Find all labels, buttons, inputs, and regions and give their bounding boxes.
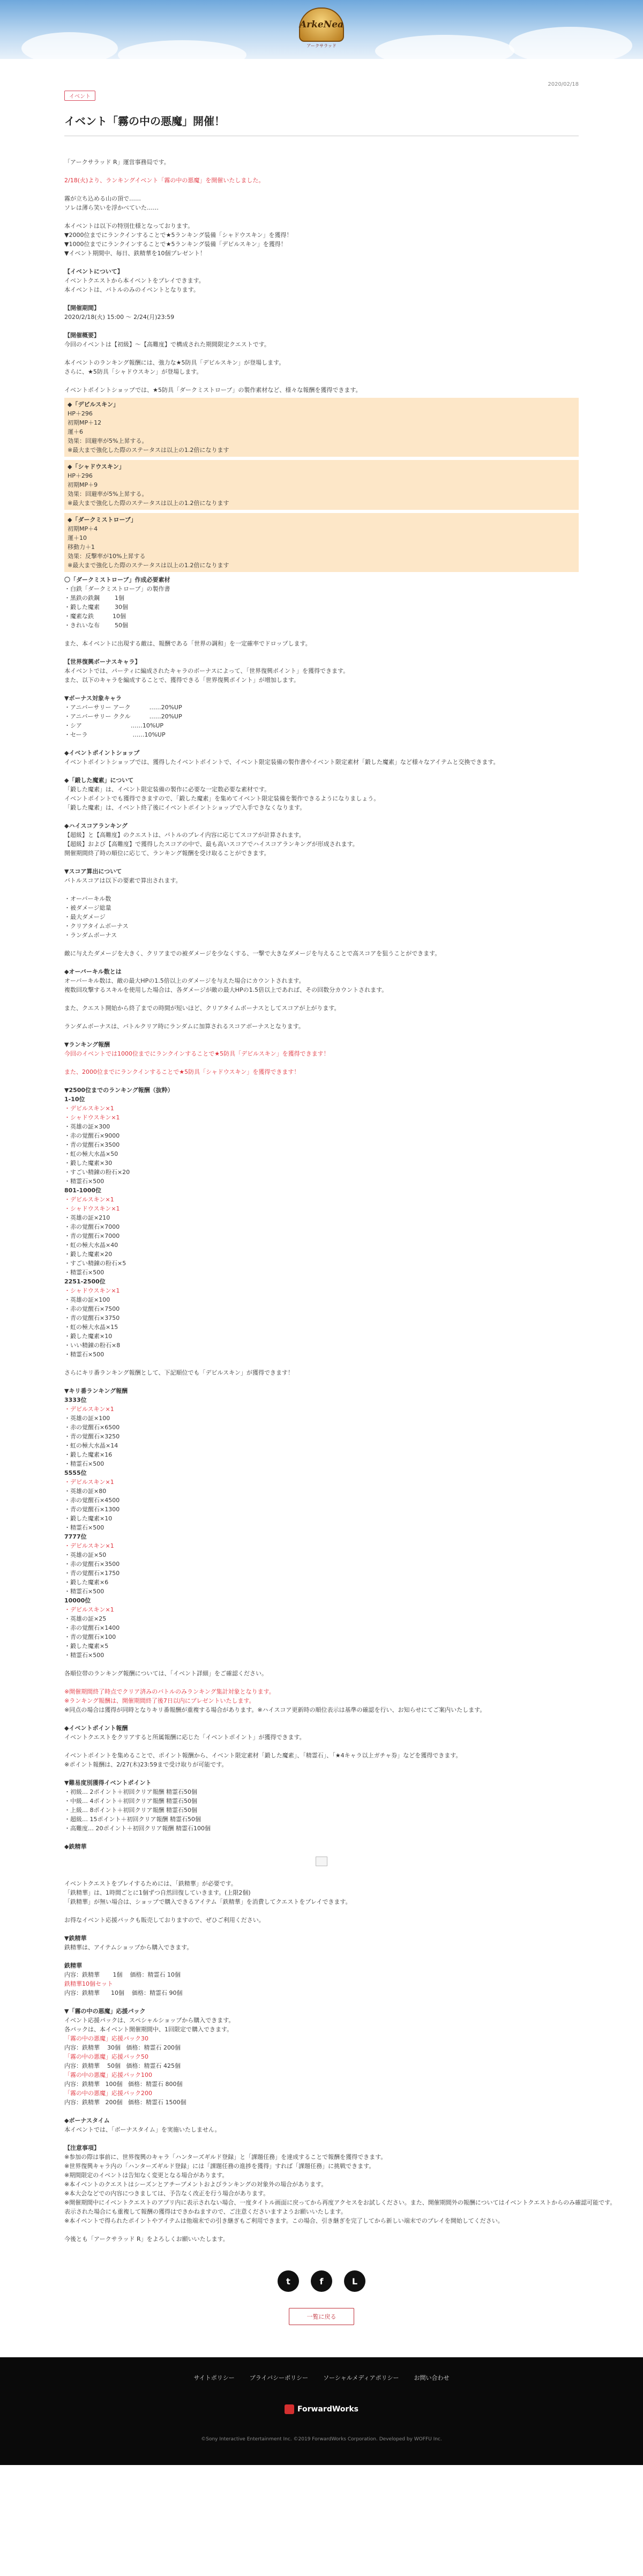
body-line: 各順位帯のランキング報酬については、「イベント詳細」をご確認ください。 (64, 1670, 267, 1677)
stat-line: ※最大まで強化した際のステータスは以上の1.2倍になります (68, 562, 229, 569)
site-logo[interactable] (289, 8, 354, 53)
body-line: ・シア ……10%UP (64, 722, 164, 729)
body-line: ・鍛した魔素×30 (64, 1160, 113, 1167)
body-line (64, 958, 579, 967)
stat-line: 初期MP＋9 (68, 481, 98, 488)
body-line: ▼1000位までにランクインすることで★5ランキング装備「デビルスキン」を獲得！ (64, 241, 287, 248)
line-share-button[interactable]: L (344, 2270, 365, 2292)
section-heading: 10000位 (64, 1597, 91, 1604)
body-line: ※開催期間中にイベントクエストのアプリ内に表示されない場合、一度タイトル画面に戻ってから再度アクセスをお試しください。また、開催期間外の報酬についてはイベントクエストからのみ確認可能です。 (64, 2199, 616, 2206)
body-line: ランダムボーナスは、バトルクリア時にランダムに加算されるスコアボーナスとなります。 (64, 1023, 304, 1030)
body-line: さらに、★5防具「シャドウスキン」が登場します。 (64, 368, 203, 375)
section-heading: 801-1000位 (64, 1187, 102, 1194)
logo-subtitle: アークサラッド (306, 43, 337, 48)
body-line: 今回のイベントでは1000位までにランクインすることで★5防具「デビルスキン」を獲得できます！ (64, 1050, 330, 1057)
section-heading: 【開催概要】 (64, 332, 100, 339)
body-line: ・白鉄「ダークミストローブ」の製作書 (64, 585, 170, 592)
body-line (64, 648, 579, 657)
body-line (64, 1925, 579, 1934)
body-line (64, 1377, 579, 1386)
article-body (64, 158, 579, 1851)
body-line: 鉄精華10個セット (64, 1980, 113, 1987)
body-line: ・英雄の証×100 (64, 1296, 110, 1303)
body-line (64, 1359, 579, 1368)
body-line: 「鍛した魔素」は、イベント終了後にイベントポイントショップで入手できなくなります。 (64, 804, 306, 811)
body-line: 今回のイベントは【初級】〜【高難度】で構成された期間限定クエストです。 (64, 341, 270, 348)
body-line (64, 630, 579, 639)
body-line: ※本大会などでの内容につきましては、予告なく改正を行う場合があります。 (64, 2190, 270, 2197)
forwardworks-name: ForwardWorks (297, 2405, 358, 2414)
section-heading: ◆イベントポイントショップ (64, 749, 140, 756)
facebook-share-button[interactable]: f (311, 2270, 332, 2292)
body-line (64, 767, 579, 776)
stat-line: 効果：回避率が5%上昇する。 (68, 491, 148, 498)
broken-image-icon (316, 1857, 327, 1866)
stat-line: 効果：反撃率が10%上昇する (68, 553, 146, 560)
body-line (64, 1660, 579, 1669)
section-heading: ▼スコア算出について (64, 868, 122, 875)
body-line: 表示された場合にも重複して報酬の獲得はできかねますので、ご注意くださいますようお願いいたします。 (64, 2208, 347, 2215)
article (64, 59, 616, 2325)
body-line (64, 1013, 579, 1022)
body-line: ・超級… 15ポイント＋初回クリア報酬 精霊石50個 (64, 1816, 201, 1823)
stat-line: 初期MP＋12 (68, 419, 102, 426)
body-line (64, 1998, 579, 2007)
body-line: ※本イベントで得られたポイントやアイテムは他端末での引き継ぎもご利用できます。この場合、引き継ぎを完了してから新しい端末でのプレイを開始してください。 (64, 2217, 504, 2224)
body-line: ※期間限定のイベントは告知なく変更となる場合があります。 (64, 2172, 228, 2179)
body-line: 【超級】と【高難度】のクエストは、バトルのプレイ内容に応じてスコアが計算されます。 (64, 832, 305, 838)
body-line: ソレは薄ら笑いを浮かべていた…… (64, 204, 159, 211)
body-line: また、2000位までにランクインすることで★5防具「シャドウスキン」を獲得できます！ (64, 1068, 300, 1075)
body-line: ・青の覚醒石×3250 (64, 1433, 120, 1440)
body-line: さらにキリ番ランキング報酬として、下記順位でも「デビルスキン」が獲得できます！ (64, 1369, 294, 1376)
stat-line: HP＋296 (68, 410, 93, 417)
body-line: 「霧の中の悪魔」応援パック200 (64, 2090, 152, 2097)
section-heading: ▼鉄精華 (64, 1935, 87, 1942)
page-title: イベント「霧の中の悪魔」開催！ (64, 115, 225, 128)
section-heading: ▼「霧の中の悪魔」応援パック (64, 2008, 146, 2015)
body-line: ・オーバーキル数 (64, 895, 111, 902)
body-line: ・青の覚醒石×1750 (64, 1570, 120, 1577)
logo-emblem (299, 8, 344, 42)
body-line: イベントポイントでも獲得できますので、「鍛した魔素」を集めてイベント限定装備を製作できるようになりましょう。 (64, 795, 380, 802)
body-line: 本イベントでは、パーティに編成されたキャラのボーナスによって、「世界復興ポイント」を獲得できます。 (64, 667, 349, 674)
body-line: ・赤の覚醒石×3500 (64, 1561, 120, 1568)
stat-line: 効果：回避率が5%上昇する。 (68, 437, 148, 444)
body-line: イベントポイントショップでは、★5防具「ダークミストローブ」の製作素材など、様々な報酬を獲得できます。 (64, 387, 362, 394)
section-heading: 【開催期間】 (64, 305, 100, 311)
body-line: ・英雄の証×100 (64, 1415, 110, 1422)
body-line: ・赤の覚醒石×4500 (64, 1497, 120, 1504)
body-line: ・きれいな布 50個 (64, 622, 128, 629)
body-line: ※ポイント報酬は、2/27(木)23:59まで受け取りが可能です。 (64, 1761, 228, 1768)
section-heading: 〇「ダークミストローブ」作成必要素材 (64, 576, 170, 583)
body-line: 2020/2/18(火) 15:00 ～ 2/24(月)23:59 (64, 314, 175, 321)
body-line: ・上級… 8ポイント＋初回クリア報酬 精霊石50個 (64, 1807, 197, 1814)
section-heading: ▼キリ番ランキング報酬 (64, 1387, 128, 1394)
stat-line: ◆「シャドウスキン」 (68, 463, 125, 470)
body-line (64, 858, 579, 867)
body-line: ・鍛した魔素×10 (64, 1333, 113, 1340)
section-heading: 【注意事項】 (64, 2144, 100, 2151)
forwardworks-mark-icon (285, 2404, 294, 2414)
body-line: ・鍛した魔素 30個 (64, 604, 128, 611)
body-line: ・デビルスキン×1 (64, 1542, 114, 1549)
body-line: 本イベントでは、「ボーナスタイム」を実施いたしません。 (64, 2126, 221, 2133)
body-line: 敵に与えたダメージを大きく、クリアまでの被ダメージを少なくする、一撃で大きなダメージを与えることで高スコアを狙うことができます。 (64, 950, 441, 957)
copyright: ©Sony Interactive Entertainment Inc. ©2019 ForwardWorks Corporation. Developed by WOFFU Inc. (201, 2437, 442, 2442)
body-line: 「アークサラッド R」運営事務局です。 (64, 159, 170, 166)
section-heading: 3333位 (64, 1397, 87, 1404)
section-heading: ◆イベントポイント報酬 (64, 1725, 128, 1732)
site-footer (0, 2357, 643, 2465)
body-line: ・デビルスキン×1 (64, 1606, 114, 1613)
body-line (64, 812, 579, 821)
body-line: ・青の覚醒石×7000 (64, 1233, 120, 1239)
body-line: ・デビルスキン×1 (64, 1105, 114, 1112)
twitter-share-button[interactable]: t (278, 2270, 299, 2292)
body-line: 本イベントは、バトルのみのイベントとなります。 (64, 286, 199, 293)
body-line: ・高難度… 20ポイント＋初回クリア報酬 精霊石100個 (64, 1825, 211, 1832)
body-line: ・赤の覚醒石×7000 (64, 1223, 120, 1230)
body-line: ・アニバーサリー ククル ……20%UP (64, 713, 182, 720)
body-line: ・精霊石×500 (64, 1652, 104, 1659)
body-line (64, 1714, 579, 1724)
body-line: 「鍛した魔素」は、イベント限定装備の製作に必要な一定数必要な素材です。 (64, 786, 271, 793)
body-line: イベントポイントショップでは、獲得したイベントポイントで、イベント限定装備の製作書やイベント限定素材「鍛した魔素」など様々なアイテムと交換できます。 (64, 759, 499, 766)
body-line: ・青の覚醒石×3500 (64, 1141, 120, 1148)
section-heading: ▼ランキング報酬 (64, 1041, 110, 1048)
body-line: ・黒鉄の鉄鋼 1個 (64, 595, 124, 602)
item-stat-box (64, 460, 579, 510)
body-line: ・デビルスキン×1 (64, 1479, 114, 1486)
body-line: ・英雄の証×80 (64, 1488, 107, 1495)
body-line: ・デビルスキン×1 (64, 1406, 114, 1413)
body-line: ・鍛した魔素×10 (64, 1515, 113, 1522)
body-line: ・精霊石×500 (64, 1351, 104, 1358)
footer-links (0, 2373, 643, 2382)
body-line: また、以下のキャラを編成することで、獲得できる「世界復興ポイント」が増加します。 (64, 677, 300, 684)
body-line (64, 322, 579, 331)
category-badge: イベント (64, 91, 95, 101)
footer-link-contact[interactable]: お問い合わせ (414, 2374, 450, 2381)
logo-text: ArkeNea (299, 19, 344, 30)
body-line (64, 1906, 579, 1916)
body-line: ・精霊石×500 (64, 1524, 104, 1531)
body-line: ※世界復興キャラ内の「ハンターズギルド登録」には「課題任務の進捗を獲得」すれば「課題任務」に挑戦できます。 (64, 2163, 375, 2170)
section-heading: ◆「鍛した魔素」について (64, 777, 134, 784)
body-line: イベントクエストをクリアすると所属報酬に応じた「イベントポイント」が獲得できます。 (64, 1734, 305, 1741)
body-line (64, 1769, 579, 1778)
body-line (64, 1833, 579, 1842)
stat-line: 運＋6 (68, 428, 83, 435)
section-heading: 7777位 (64, 1533, 87, 1540)
body-line: イベントポイントを集めることで、ポイント報酬から、イベント限定素材「鍛した魔素」、「精霊石」、「★4キャラ以上ガチャ券」などを獲得できます。 (64, 1752, 462, 1759)
stat-line: ◆「デビルスキン」 (68, 401, 119, 408)
body-line: ・デビルスキン×1 (64, 1196, 114, 1203)
body-line: ・精霊石×500 (64, 1178, 104, 1185)
section-heading: ◆ボーナスタイム (64, 2117, 110, 2124)
body-line: ・虹の極大水晶×50 (64, 1150, 118, 1157)
body-line: 開催期間終了時の順位に応じて、ランキング報酬を受け取ることができます。 (64, 850, 270, 857)
body-line: ・初級… 2ポイント＋初回クリア報酬 精霊石50個 (64, 1788, 197, 1795)
body-line: ・英雄の証×210 (64, 1214, 110, 1221)
body-line: 内容：鉄精華 30個 価格：精霊石 200個 (64, 2044, 181, 2051)
body-line: ・青の覚醒石×3750 (64, 1315, 120, 1322)
body-line: ・青の覚醒石×100 (64, 1634, 116, 1640)
body-line (64, 185, 579, 194)
section-heading: ◆オーバーキル数とは (64, 968, 122, 975)
item-stat-box (64, 513, 579, 572)
body-line: ・ランダムボーナス (64, 932, 117, 939)
body-line (64, 212, 579, 221)
body-line: ・シャドウスキン×1 (64, 1287, 120, 1294)
stat-line: ◆「ダークミストローブ」 (68, 516, 137, 523)
body-line: ・赤の覚醒石×7500 (64, 1305, 120, 1312)
stat-line: 運＋10 (68, 534, 87, 541)
body-line: 複数回攻撃するスキルを使用した場合は、各ダメージが敵の最大HPの1.5倍以上であれば、その回数分カウントされます。 (64, 986, 388, 993)
footer-link-social-media-policy[interactable]: ソーシャルメディアポリシー (323, 2374, 399, 2381)
body-line (64, 294, 579, 303)
body-line (64, 2107, 579, 2116)
footer-link-privacy-policy[interactable]: プライバシーポリシー (249, 2374, 309, 2381)
body-line: また、クエスト開始から終了までの時間が短いほど、クリアタイムボーナスとしてスコアが上がります。 (64, 1005, 340, 1012)
body-line (64, 1742, 579, 1751)
body-line: ・英雄の証×50 (64, 1551, 107, 1558)
body-line: 鉄精華は、アイテムショップから購入できます。 (64, 1944, 193, 1951)
body-line: ▼2000位までにランクインすることで★5ランキング装備「シャドウスキン」を獲得！ (64, 232, 293, 239)
body-line: 内容：鉄精華 1個 価格：精霊石 10個 (64, 1971, 181, 1978)
body-line: ・精霊石×500 (64, 1588, 104, 1595)
body-line: ・精霊石×500 (64, 1460, 104, 1467)
section-heading: ◆ハイスコアランキング (64, 822, 128, 829)
body-line: ・鍛した魔素×20 (64, 1251, 113, 1258)
body-line: 内容：鉄精華 50個 価格：精霊石 425個 (64, 2062, 181, 2069)
body-line: ・虹の極大水晶×15 (64, 1324, 118, 1331)
body-line (64, 1058, 579, 1067)
body-line (64, 167, 579, 176)
body-line (64, 1952, 579, 1961)
body-line: 「霧の中の悪魔」応援パック30 (64, 2035, 148, 2042)
body-line: ※同点の場合は獲得が同時となりキリ番報酬が重複する場合があります。※ハイスコア更新時の順位表示は基準の確認を行い、お知らせにてご案内いたします。 (64, 1706, 486, 1713)
body-line: 本イベントは以下の特別仕様となっております。 (64, 222, 194, 229)
body-line: ・すごい精錬の粉石×5 (64, 1260, 126, 1267)
body-line: ・鍛した魔素×6 (64, 1579, 109, 1586)
section-heading: 5555位 (64, 1469, 87, 1476)
body-line: 「霧の中の悪魔」応援パック50 (64, 2053, 148, 2060)
article-body-continued (64, 1879, 616, 2244)
body-line: 【超級】および【高難度】で獲得したスコアの中で、最も高いスコアでハイスコアランキングが形成されます。 (64, 841, 358, 848)
body-line: 内容：鉄精華 10個 価格：精霊石 90個 (64, 1989, 183, 1996)
stat-line: ※最大まで強化した際のステータスは以上の1.2倍になります (68, 500, 229, 507)
section-heading: ▼ボーナス対象キャラ (64, 695, 122, 702)
body-line: 2/18(火)より、ランキングイベント「霧の中の悪魔」を開催いたしました。 (64, 177, 265, 184)
body-line (64, 739, 579, 748)
stat-line: 初期MP＋4 (68, 525, 98, 532)
body-line: お得なイベント応援パックも販売しておりますので、ぜひご利用ください。 (64, 1917, 265, 1924)
body-line: 「鉄精華」は、1時間ごとに1個ずつ自然回復していきます。(上限2個) (64, 1889, 251, 1896)
body-line: ▼イベント期間中、毎日、鉄精華を10個プレゼント！ (64, 250, 206, 257)
body-line (64, 994, 579, 1004)
share-buttons (64, 2270, 579, 2292)
section-heading: 【世界復興ボーナスキャラ】 (64, 658, 141, 665)
forwardworks-logo[interactable] (0, 2404, 643, 2414)
body-line: ・赤の覚醒石×6500 (64, 1424, 120, 1431)
body-line: 「霧の中の悪魔」応援パック100 (64, 2072, 152, 2078)
body-line (64, 940, 579, 949)
section-heading: 鉄精華 (64, 1962, 82, 1969)
body-line: ※開催期間終了時点でクリア済みのバトルのみランキング集計対象となります。 (64, 1688, 275, 1695)
site-header (0, 0, 643, 59)
body-line (64, 2225, 579, 2234)
body-line (64, 376, 579, 385)
body-line: ・鍛した魔素×16 (64, 1451, 113, 1458)
body-line: 各パックは、本イベント開催期間中、1回限定で購入できます。 (64, 2026, 233, 2033)
body-line: ・赤の覚醒石×1400 (64, 1624, 120, 1631)
section-heading: ◆鉄精華 (64, 1843, 87, 1850)
body-line: イベントクエストをプレイするためには、「鉄精華」が必要です。 (64, 1880, 237, 1887)
body-line: ・アニバーサリー アーク ……20%UP (64, 704, 182, 711)
body-line: イベント応援パックは、スペシャルショップから購入できます。 (64, 2017, 235, 2024)
body-line: 内容：鉄精華 200個 価格：精霊石 1500個 (64, 2099, 186, 2106)
body-line (64, 1678, 579, 1687)
body-line: バトルスコアは以下の要素で算出されます。 (64, 877, 182, 884)
body-line (64, 1031, 579, 1040)
body-line: ・最大ダメージ (64, 914, 106, 920)
body-line: ・虹の極大水晶×40 (64, 1242, 118, 1249)
stat-line: HP＋296 (68, 472, 93, 479)
body-line: ・鍛した魔素×5 (64, 1643, 109, 1650)
body-line: オーバーキル数は、敵の最大HPの1.5倍以上のダメージを与えた場合にカウントされます。 (64, 977, 305, 984)
body-line: 霧が立ち込める山の頂で…… (64, 195, 141, 202)
post-date: 2020/02/18 (548, 81, 579, 87)
body-line: ・いい精錬の粉石×8 (64, 1342, 121, 1349)
section-heading: 2251-2500位 (64, 1278, 106, 1285)
body-line: ・シャドウスキン×1 (64, 1114, 120, 1121)
stat-line: 移動力＋1 (68, 544, 95, 551)
body-line: ・クリアタイムボーナス (64, 923, 129, 930)
body-line: 今後とも「アークサラッド R」をよろしくお願いいたします。 (64, 2236, 229, 2243)
section-heading: 1-10位 (64, 1096, 85, 1103)
body-line: ・青の覚醒石×1300 (64, 1506, 120, 1513)
body-line: また、本イベントに出現する敵は、報酬である「世界の調和」を一定確率でドロップします。 (64, 640, 311, 647)
body-line: イベントクエストから本イベントをプレイできます。 (64, 277, 205, 284)
body-line: ・精霊石×500 (64, 1269, 104, 1276)
body-line: ・被ダメージ総量 (64, 904, 111, 911)
body-line: ・シャドウスキン×1 (64, 1205, 120, 1212)
body-line (64, 2134, 579, 2143)
body-line: ※本イベントのクエストはシーズンとアチーブメントおよびランキングの対象外の場合があります。 (64, 2181, 327, 2188)
body-line: ・魔素な鉄 10個 (64, 613, 126, 620)
body-line (64, 258, 579, 267)
body-line (64, 1077, 579, 1086)
body-line: ・赤の覚醒石×9000 (64, 1132, 120, 1139)
body-line: 本イベントのランキング報酬には、強力な★5防具「デビルスキン」が登場します。 (64, 359, 285, 366)
section-heading: ▼2500位までのランキング報酬（抜粋） (64, 1087, 174, 1094)
body-line: ・すごい精錬の粉石×20 (64, 1169, 130, 1176)
item-stat-box (64, 398, 579, 457)
body-line: ※ランキング報酬は、開催期間終了後7日以内にプレゼントいたします。 (64, 1697, 255, 1704)
body-line: ・セーラ ……10%UP (64, 731, 166, 738)
stat-line: ※最大まで強化した際のステータスは以上の1.2倍になります (68, 447, 229, 454)
body-line: ・英雄の証×300 (64, 1123, 110, 1130)
body-line: ・中級… 4ポイント＋初回クリア報酬 精霊石50個 (64, 1798, 197, 1805)
body-line (64, 885, 579, 894)
body-line: ・英雄の証×25 (64, 1615, 107, 1622)
body-line (64, 349, 579, 358)
section-heading: 【イベントについて】 (64, 268, 123, 275)
body-line: 内容：鉄精華 100個 価格：精霊石 800個 (64, 2081, 183, 2088)
body-line: 「鉄精華」が無い場合は、ショップで購入できるアイテム「鉄精華」を消費してクエストをプレイできます。 (64, 1898, 352, 1905)
section-heading: ▼難易度別獲得イベントポイント (64, 1779, 152, 1786)
body-line: ※参加の際は事前に、世界復興のキャラ「ハンターズギルド登録」と「課題任務」を達成することで報酬を獲得できます。 (64, 2154, 387, 2161)
body-line: ・虹の極大水晶×14 (64, 1442, 118, 1449)
body-line (64, 685, 579, 694)
footer-link-site-policy[interactable]: サイトポリシー (193, 2374, 235, 2381)
back-to-list-button[interactable]: 一覧に戻る (289, 2308, 354, 2325)
